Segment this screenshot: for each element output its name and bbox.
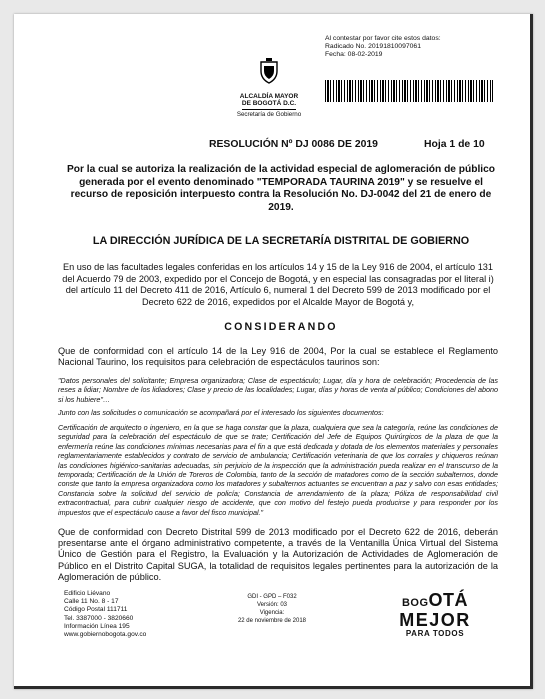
brand-line2: MEJOR <box>399 610 471 630</box>
doc-code-line: Versión: 03 <box>256 602 288 608</box>
brand-line3: PARA TODOS <box>405 629 465 638</box>
footer-address <box>64 590 204 639</box>
document-page <box>14 14 533 689</box>
barcode <box>325 80 493 102</box>
page-indicator: Hoja 1 de 10 <box>424 139 485 150</box>
address-line: Código Postal 111711 <box>64 606 128 614</box>
address-line: Tel. 3387000 - 3820660 <box>64 614 134 622</box>
logo-line2: DE BOGOTÁ D.C. <box>241 100 297 107</box>
logo-divider <box>242 109 296 110</box>
directorate-heading: LA DIRECCIÓN JURÍDICA DE LA SECRETARÍA DISTRITAL DE GOBIERNO <box>92 235 470 247</box>
footer-doc-code <box>219 593 325 625</box>
brand-line1: BOGOTÁ <box>401 590 469 610</box>
quote-documents-intro: Junto con las solicitudes o comunicación se acompañará por el interesado los siguientes documentos: <box>58 408 384 417</box>
radicado-line3: Fecha: 08-02-2019 <box>325 51 383 59</box>
resolution-title: Por la cual se autoriza la realización de la actividad especial de aglomeración de público generada por el evento denominado "TEMPORADA TAURINA 2019" y se resuelve el recurso de reposición interpuesto contra la Resolución No. DJ-0042 del 21 de enero de 2019. <box>66 164 496 213</box>
bogota-mejor-logo <box>370 591 500 638</box>
doc-code-line: 22 de noviembre de 2018 <box>237 618 307 624</box>
radicado-line2: Radicado No. 20191810097061 <box>325 43 421 51</box>
address-line: Información Línea 195 <box>64 622 130 630</box>
paragraph-decreto-599: Que de conformidad con Decreto Distrital 599 de 2013 modificado por el Decreto 622 de 2016, deberán presentarse ante el órgano administrativo competente, a través de la Ventanilla Única Virtual del Sistema Único de Gestión para el Registro, la Evaluación y la Autorización de Actividades de Aglomeración de Público en el Distrito Capital SUGA, la totalidad de requisitos legales pertinentes para la autorización de la Aglomeración de público. <box>58 527 498 582</box>
radicado-line1: Al contestar por favor cite estos datos: <box>325 35 441 42</box>
resolution-number: RESOLUCIÓN Nº DJ 0086 DE 2019 <box>209 139 378 150</box>
doc-code-line: Vigencia: <box>259 610 285 616</box>
address-line: Edificio Liévano <box>64 590 111 597</box>
address-line: www.gobiernobogota.gov.co <box>64 631 147 639</box>
radicado-box <box>325 35 493 60</box>
logo-line3: Secretaría de Gobierno <box>236 111 302 118</box>
doc-code-line: GDI - GPD – F032 <box>247 594 297 600</box>
alcaldia-logo <box>236 58 302 118</box>
quote-requirements: "Datos personales del solicitante; Empresa organizadora; Clase de espectáculo; Lugar, día y hora de celebración; Procedencia de las reses a lidiar; Nombre de los lidiadores; Clase y precio de las localidades; Lugar, días y horas de venta al público; Condiciones del abono si los hubiere"… <box>58 376 498 404</box>
considerando-heading: CONSIDERANDO <box>224 321 338 333</box>
address-line: Calle 11 No. 8 - 17 <box>64 598 119 606</box>
quote-documents-list: Certificación de arquitecto o ingeniero, en la que se haga constar que la plaza, cualquiera que sea la categoría, reúne las condiciones de seguridad para la celebración del espectáculo de que se trate; Certificación del Jefe de Equipos Quirúrgicos de la plaza de que la enfermería reúne las condiciones mínimas necesarias para el fin a que está dedicada y dotada de los elementos materiales y personales reglamentariamente establecidos y contrato de servicio de ambulancia; Certificación veterinaria de que los corrales y chiqueros reúnan las condiciones higiénico-sanitarias adecuadas, sin perjuicio de la inspección que la administración pueda realizar en el transcurso de la temporada; Certificación de la Unión de Toreros de Colombia, tanto de la sección de matadores como de la sección subalternos, donde conste que tanto la empresa organizadora como los matadores y subalternos actuantes se encuentran a paz y salvo con esas entidades; Constancia sobre la solicitud del servicio de policía; Constancia de arrendamiento de la plaza; Póliza de responsabilidad civil extracontractual, para cubrir cualquier riesgo de accidente, que con motivo del festejo pueda producirse y para responder por los impuestos que el espectáculo cause a favor del fisco municipal." <box>58 423 498 517</box>
logo-line1: ALCALDÍA MAYOR <box>239 93 299 100</box>
paragraph-ley-916: Que de conformidad con el artículo 14 de la Ley 916 de 2004, Por la cual se establece el Reglamento Nacional Taurino, los requisitos para celebración de espectáculos taurinos son: <box>58 346 498 368</box>
coat-of-arms-icon <box>258 58 280 84</box>
preamble-paragraph: En uso de las facultades legales conferidas en los artículos 14 y 15 de la Ley 916 de 2004, el artículo 131 del Acuerdo 79 de 2003, expedido por el Concejo de Bogotá, y en especial las consagradas por el literal i) del artículo 11 del Decreto 411 de 2016, Artículo 6, numeral 1 del Decreto 599 de 2013 modificado por el Decreto 622 de 2016, expedidos por el Alcalde Mayor de Bogotá y, <box>62 262 494 307</box>
